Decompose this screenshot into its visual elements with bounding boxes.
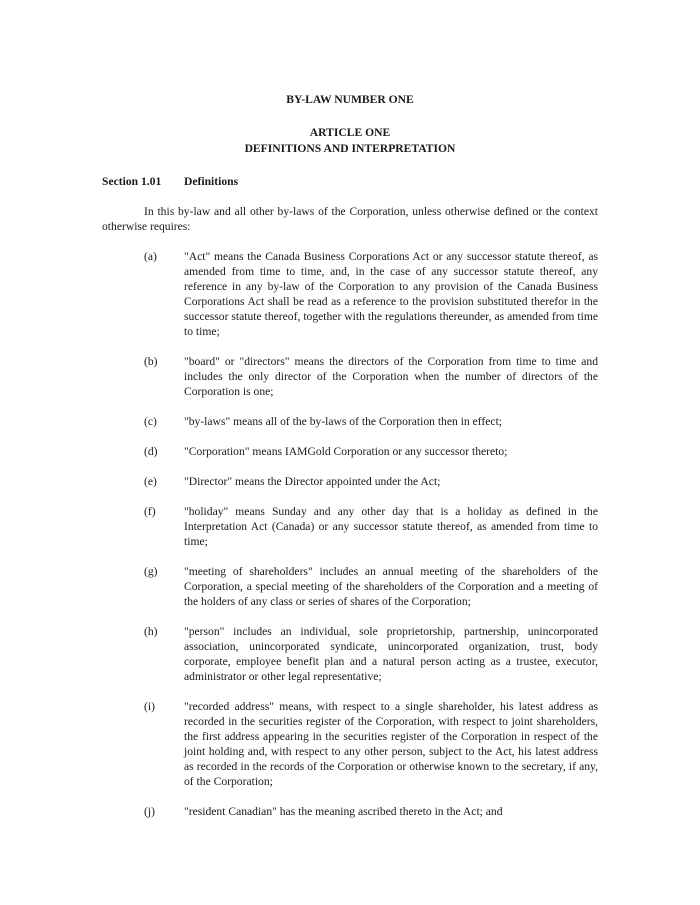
definition-item bbox=[102, 564, 598, 609]
definition-text: "meeting of shareholders" includes an annual meeting of the shareholders of the Corporation, a special meeting of the shareholders of the Corporation and a meeting of the holders of any class or series of shares of the Corporation; bbox=[184, 565, 598, 608]
section-number: Section 1.01 bbox=[102, 175, 162, 188]
definition-text: "person" includes an individual, sole proprietorship, partnership, unincorporated association, unincorporated syndicate, unincorporated organization, trust, body corporate, employee benefit plan and a natural person acting as a trustee, executor, administrator or other legal representative; bbox=[184, 625, 598, 683]
definition-label: (f) bbox=[144, 505, 156, 518]
section-heading-text: Definitions bbox=[184, 175, 239, 188]
definition-text: "holiday" means Sunday and any other day that is a holiday as defined in the Interpretation Act (Canada) or any successor statute thereof, as amended from time to time; bbox=[184, 505, 598, 548]
definition-label: (c) bbox=[144, 415, 157, 428]
definition-label: (d) bbox=[144, 445, 158, 458]
definition-text: "recorded address" means, with respect to a single shareholder, his latest address as recorded in the securities register of the Corporation, with respect to joint shareholders, the first address appearing in the securities register of the Corporation in respect of the joint holding and, with respect to any other person, subject to the Act, his latest address as recorded in the records of the Corporation or otherwise known to the secretary, if any, of the Corporation; bbox=[184, 700, 598, 788]
definition-label: (i) bbox=[144, 700, 155, 713]
definition-item bbox=[102, 444, 598, 459]
article-title: ARTICLE ONE bbox=[309, 126, 391, 139]
definition-text: "Corporation" means IAMGold Corporation or any successor thereto; bbox=[184, 445, 508, 458]
definition-text: "board" or "directors" means the directors of the Corporation from time to time and includes the only director of the Corporation when the number of directors of the Corporation is one; bbox=[184, 355, 598, 398]
intro-paragraph: In this by-law and all other by-laws of the Corporation, unless otherwise defined or the context otherwise requires: bbox=[102, 205, 598, 233]
definition-label: (j) bbox=[144, 805, 155, 818]
definition-item bbox=[102, 624, 598, 684]
definition-item bbox=[102, 699, 598, 789]
article-subtitle: DEFINITIONS AND INTERPRETATION bbox=[244, 142, 456, 155]
definition-item bbox=[102, 474, 598, 489]
definition-label: (b) bbox=[144, 355, 158, 368]
definition-label: (a) bbox=[144, 250, 157, 263]
definition-label: (g) bbox=[144, 565, 158, 578]
definition-item bbox=[102, 504, 598, 549]
definitions-list bbox=[102, 249, 598, 819]
definition-label: (e) bbox=[144, 475, 157, 488]
definition-item bbox=[102, 804, 598, 819]
definition-text: "Act" means the Canada Business Corporations Act or any successor statute thereof, as amended from time to time, and, in the case of any successor statute thereof, any reference in any by-law of the Corporation to any provision of the Canada Business Corporations Act shall be read as a reference to the provision substituted therefor in the successor statute thereof, together with the regulations thereunder, as amended from time to time; bbox=[184, 250, 598, 338]
definition-item bbox=[102, 414, 598, 429]
definition-text: "by-laws" means all of the by-laws of the Corporation then in effect; bbox=[184, 415, 503, 428]
definition-item bbox=[102, 354, 598, 399]
section-heading bbox=[102, 174, 598, 189]
definition-text: "resident Canadian" has the meaning ascribed thereto in the Act; and bbox=[184, 805, 503, 818]
definition-text: "Director" means the Director appointed under the Act; bbox=[184, 475, 441, 488]
definition-item bbox=[102, 249, 598, 339]
definition-label: (h) bbox=[144, 625, 158, 638]
document-title: BY-LAW NUMBER ONE bbox=[286, 93, 414, 106]
